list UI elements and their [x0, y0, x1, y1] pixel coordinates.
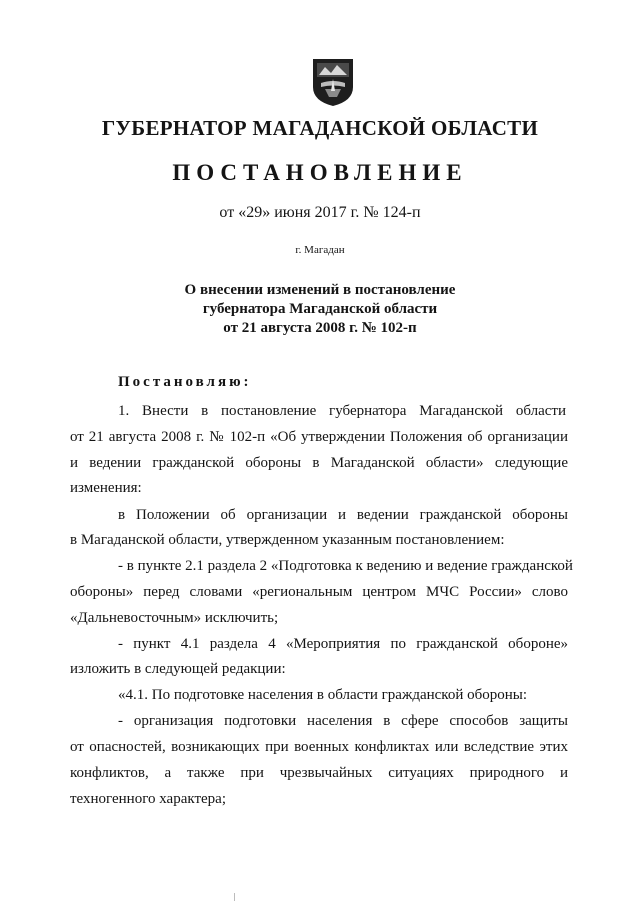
resolution-intro: Постановляю: — [118, 374, 252, 390]
body-line: «Дальневосточным» исключить; — [70, 610, 279, 626]
body-line: 1. Внести в постановление губернатора Магаданской области — [118, 403, 566, 419]
body-line: - в пункте 2.1 раздела 2 «Подготовка к ведению и ведение гражданской — [118, 558, 573, 574]
body-line: от 21 августа 2008 г. № 102-п «Об утверждении Положения об организации — [70, 429, 568, 445]
body-line: техногенного характера; — [70, 791, 226, 807]
body-line: обороны» перед словами «региональным центром МЧС России» слово — [70, 584, 568, 600]
subject-line: губернатора Магаданской области — [202, 301, 438, 317]
subject-line: от 21 августа 2008 г. № 102-п — [223, 320, 417, 336]
document-city: г. Магадан — [295, 244, 345, 256]
body-line: «4.1. По подготовке населения в области гражданской обороны: — [118, 687, 528, 703]
document-subject — [0, 281, 640, 338]
body-line: в Магаданской области, утвержденном указанным постановлением: — [70, 532, 505, 548]
body-line: изменения: — [70, 480, 142, 496]
body-line: - пункт 4.1 раздела 4 «Мероприятия по гражданской обороне» — [118, 636, 568, 652]
document-type: ПОСТАНОВЛЕНИЕ — [172, 160, 468, 185]
magadan-coat-of-arms-icon — [311, 57, 355, 107]
scan-mark — [234, 893, 235, 901]
governor-title: ГУБЕРНАТОР МАГАДАНСКОЙ ОБЛАСТИ — [101, 116, 539, 140]
body-line: в Положении об организации и ведении гражданской обороны — [118, 507, 568, 523]
body-line: изложить в следующей редакции: — [70, 661, 286, 677]
body-line: от опасностей, возникающих при военных конфликтах или вследствие этих — [70, 739, 568, 755]
subject-line: О внесении изменений в постановление — [184, 282, 456, 298]
body-line: - организация подготовки населения в сфере способов защиты — [118, 713, 568, 729]
document-date-number: от «29» июня 2017 г. № 124-п — [219, 204, 421, 221]
body-line: конфликтов, а также при чрезвычайных ситуациях природного и — [70, 765, 568, 781]
body-line: и ведении гражданской обороны в Магаданской области» следующие — [70, 455, 568, 471]
